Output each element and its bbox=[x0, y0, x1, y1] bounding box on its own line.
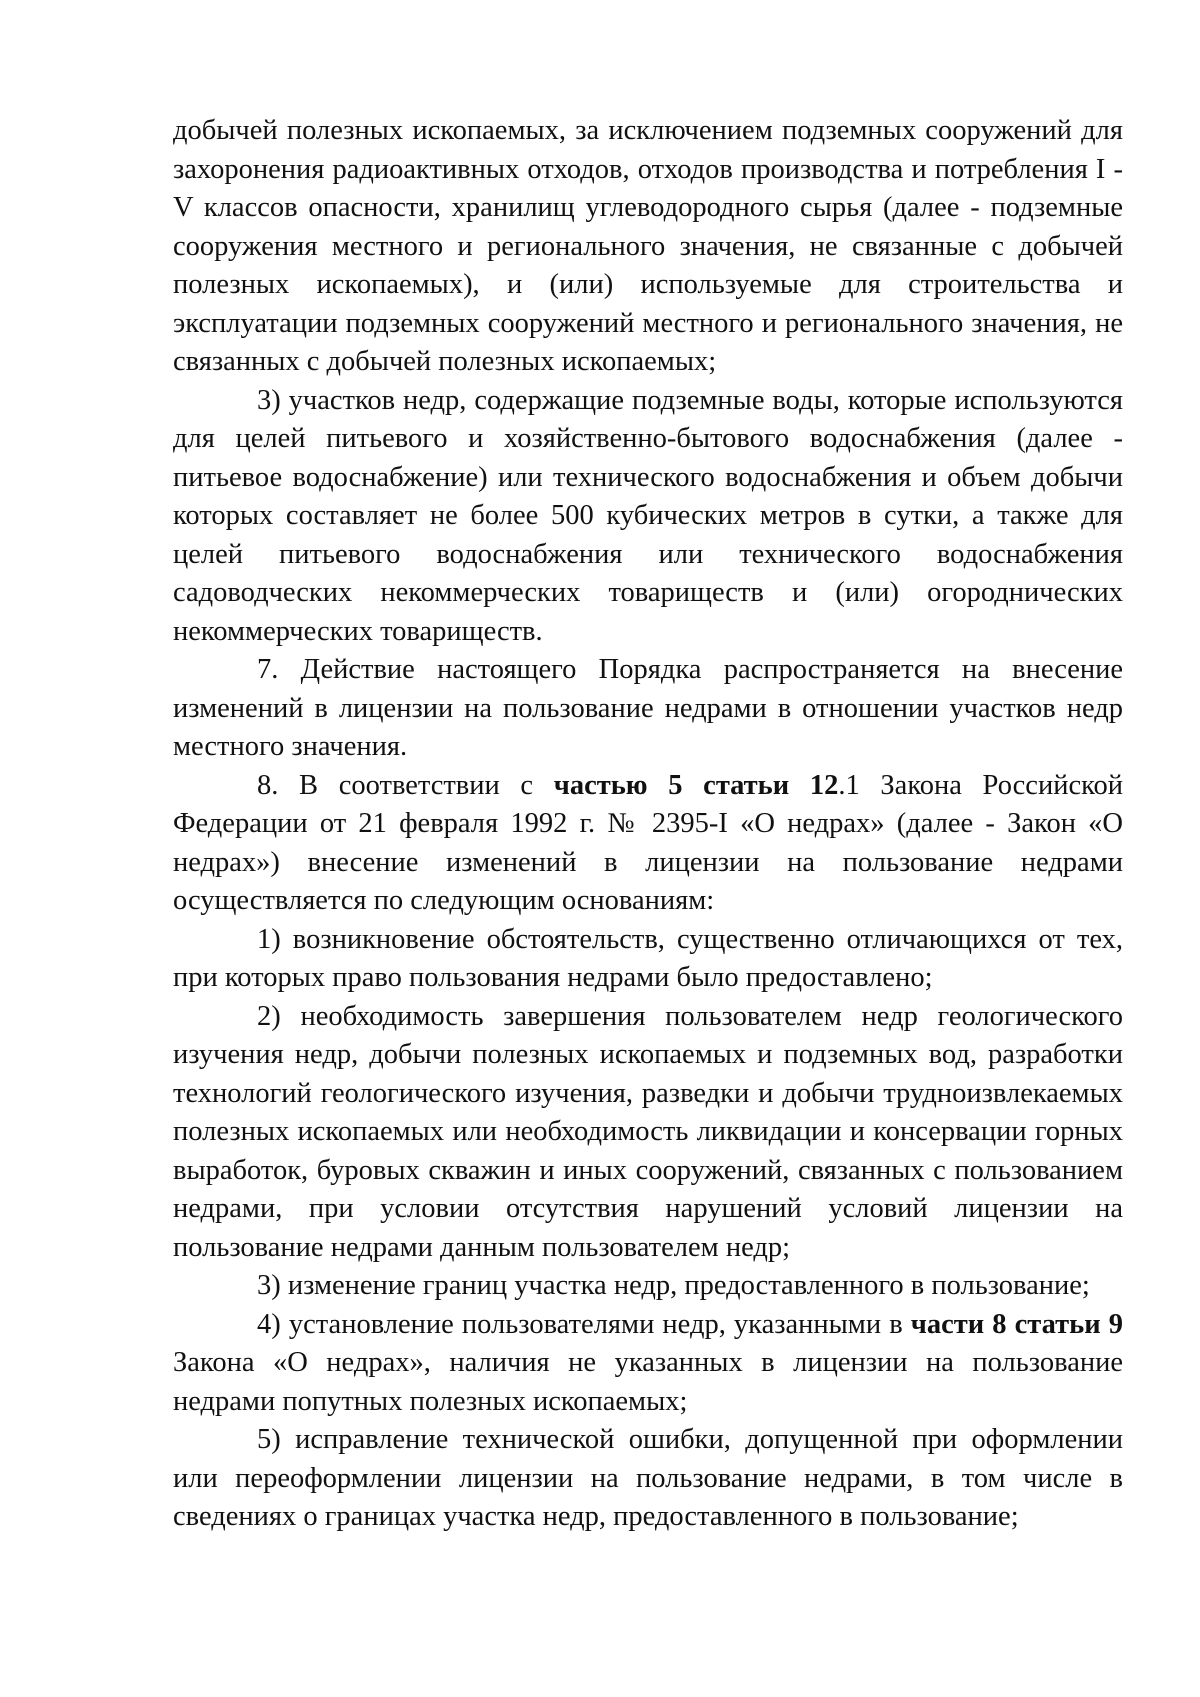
section-8-text-before: 8. В соответствии с bbox=[257, 769, 554, 801]
paragraph-basis-5: 5) исправление технической ошибки, допущенной при оформлении или переоформлении лицензии на пользование недрами, в том числе в сведениях о границах участка недр, предоставленного в пользование; bbox=[173, 1424, 1123, 1532]
paragraph-basis-3: 3) изменение границ участка недр, предоставленного в пользование; bbox=[257, 1270, 1090, 1301]
paragraph-section-7: 7. Действие настоящего Порядка распространяется на внесение изменений в лицензии на пользование недрами в отношении участков недр местного значения. bbox=[173, 654, 1123, 762]
basis-4-text-after: Закона «О недрах», наличия не указанных в лицензии на пользование недрами попутных полезных ископаемых; bbox=[173, 1347, 1123, 1417]
paragraph-item-3: 3) участков недр, содержащие подземные воды, которые используются для целей питьевого и хозяйственно-бытового водоснабжения (далее - питьевое водоснабжение) или технического водоснабжения и объем добычи которых составляет не более 500 кубических метров в сутки, а также для целей питьевого водоснабжения или технического водоснабжения садоводческих некоммерческих товариществ и (или) огороднических некоммерческих товариществ. bbox=[173, 384, 1123, 647]
paragraph-basis-2: 2) необходимость завершения пользователем недр геологического изучения недр, добычи полезных ископаемых и подземных вод, разработки технологий геологического изучения, разведки и добычи трудноизвлекаемых полезных ископаемых или необходимость ликвидации и консервации горных выработок, буровых скважин и иных сооружений, связанных с пользованием недрами, при условии отсутствия нарушений условий лицензии на пользование недрами данным пользователем недр; bbox=[173, 1000, 1123, 1263]
paragraph-section-8 bbox=[173, 767, 1123, 921]
document-page bbox=[173, 112, 1123, 1537]
paragraph-basis-4 bbox=[173, 1306, 1123, 1422]
paragraph-continuation: добычей полезных ископаемых, за исключением подземных сооружений для захоронения радиоактивных отходов, отходов производства и потребления I - V классов опасности, хранилищ углеводородного сырья (далее - подземные сооружения местного и регионального значения, не связанные с добычей полезных ископаемых), и (или) используемые для строительства и эксплуатации подземных сооружений местного и регионального значения, не связанных с добычей полезных ископаемых; bbox=[173, 115, 1123, 377]
basis-4-text-before: 4) установление пользователями недр, указанными в bbox=[257, 1308, 911, 1340]
law-reference-link: части 8 статьи 9 bbox=[910, 1308, 1123, 1340]
section-8-text-after: .1 Закона Российской Федерации от 21 февраля 1992 г. № 2395-I «О недрах» (далее - Закон «О недрах») внесение изменений в лицензии на пользование недрами осуществляется по следующим основаниям: bbox=[173, 769, 1124, 916]
paragraph-basis-1: 1) возникновение обстоятельств, существенно отличающихся от тех, при которых право пользования недрами было предоставлено; bbox=[173, 923, 1123, 993]
law-reference-link: частью 5 статьи 12 bbox=[553, 769, 839, 801]
